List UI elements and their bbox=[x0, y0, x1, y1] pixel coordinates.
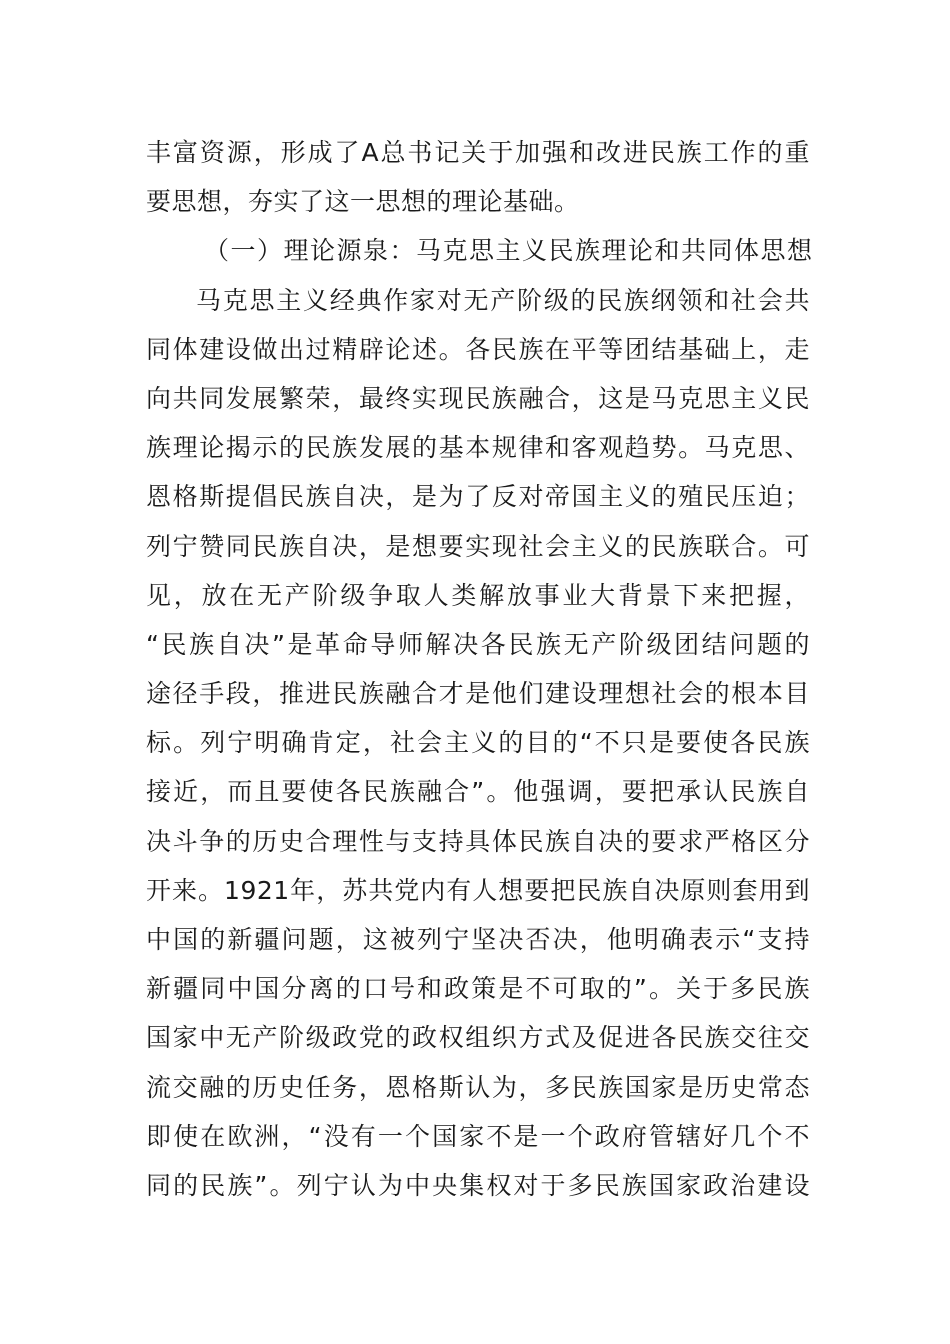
section-heading: （一）理论源泉：马克思主义民族理论和共同体思想 bbox=[204, 236, 814, 266]
text-line: 丰富资源，形成了A总书记关于加强和改进民族工作的重 bbox=[146, 138, 810, 167]
text-line: 族理论揭示的民族发展的基本规律和客观趋势。马克思、 bbox=[146, 433, 810, 463]
text-line: 接近，而且要使各民族融合”。他强调，要把承认民族自 bbox=[146, 777, 810, 807]
text-line: 同体建设做出过精辟论述。各民族在平等团结基础上，走 bbox=[146, 334, 810, 364]
text-line: 国家中无产阶级政党的政权组织方式及促进各民族交往交 bbox=[146, 1023, 810, 1053]
text-line: 决斗争的历史合理性与支持具体民族自决的要求严格区分 bbox=[146, 826, 810, 856]
text-line: 即使在欧洲，“没有一个国家不是一个政府管辖好几个不 bbox=[146, 1121, 810, 1151]
text-line: 马克思主义经典作家对无产阶级的民族纲领和社会共 bbox=[196, 285, 810, 315]
text-line: 向共同发展繁荣，最终实现民族融合，这是马克思主义民 bbox=[146, 383, 810, 413]
text-line: 恩格斯提倡民族自决，是为了反对帝国主义的殖民压迫； bbox=[146, 482, 810, 512]
text-line: 要思想，夯实了这一思想的理论基础。 bbox=[146, 187, 580, 217]
text-line: 列宁赞同民族自决，是想要实现社会主义的民族联合。可 bbox=[146, 531, 810, 561]
document-body bbox=[146, 128, 814, 1210]
text-line: 途径手段，推进民族融合才是他们建设理想社会的根本目 bbox=[146, 679, 810, 709]
text-line: 开来。1921年，苏共党内有人想要把民族自决原则套用到 bbox=[146, 875, 810, 905]
text-line: 同的民族”。列宁认为中央集权对于多民族国家政治建设 bbox=[146, 1170, 810, 1200]
text-line: 流交融的历史任务，恩格斯认为，多民族国家是历史常态 bbox=[146, 1072, 810, 1102]
text-line: 见，放在无产阶级争取人类解放事业大背景下来把握， bbox=[146, 580, 810, 610]
text-line: “民族自决”是革命导师解决各民族无产阶级团结问题的 bbox=[146, 629, 810, 659]
text-line: 标。列宁明确肯定，社会主义的目的“不只是要使各民族 bbox=[146, 728, 810, 758]
text-line: 中国的新疆问题，这被列宁坚决否决，他明确表示“支持 bbox=[146, 925, 810, 954]
text-line: 新疆同中国分离的口号和政策是不可取的”。关于多民族 bbox=[146, 974, 810, 1004]
